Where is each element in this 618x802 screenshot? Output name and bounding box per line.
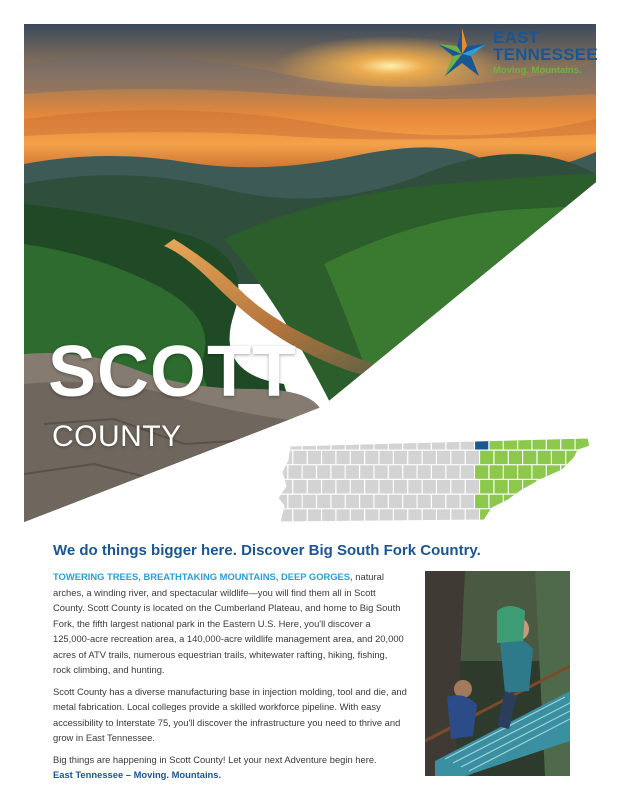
county-cell — [337, 451, 350, 465]
county-cell — [279, 451, 292, 465]
county-cell — [561, 465, 574, 479]
county-cell — [351, 451, 364, 465]
county-cell — [317, 465, 330, 479]
county-cell — [308, 509, 321, 523]
logo-line-east: EAST — [493, 28, 540, 47]
county-cell — [317, 436, 330, 450]
county-cell — [375, 436, 388, 450]
county-cell — [332, 465, 345, 479]
county-cell — [581, 451, 594, 465]
paragraph-3 — [53, 752, 407, 783]
county-cell — [375, 495, 388, 509]
county-cell — [495, 509, 508, 523]
county-cell — [552, 509, 565, 523]
county-cell — [451, 451, 464, 465]
county-cell — [380, 451, 393, 465]
county-cell — [581, 480, 594, 494]
county-cell — [538, 480, 551, 494]
county-cell — [461, 465, 474, 479]
county-cell — [394, 480, 407, 494]
county-cell — [480, 451, 493, 465]
county-cell — [322, 509, 335, 523]
county-cell — [566, 509, 579, 523]
county-cell — [346, 465, 359, 479]
logo-line-tennessee: TENNESSEE — [493, 45, 598, 64]
county-cell — [375, 465, 388, 479]
logo-brand-text — [493, 29, 598, 63]
county-cell — [337, 480, 350, 494]
county-cell — [475, 436, 488, 450]
county-title: SCOTT — [48, 332, 297, 412]
county-cell — [561, 495, 574, 509]
county-cell — [437, 480, 450, 494]
county-cell — [461, 495, 474, 509]
county-cell — [423, 480, 436, 494]
county-cell — [504, 465, 517, 479]
county-cell — [509, 451, 522, 465]
county-cell — [432, 495, 445, 509]
county-cell — [432, 465, 445, 479]
county-cell — [293, 451, 306, 465]
county-cell — [566, 480, 579, 494]
county-cell — [533, 465, 546, 479]
county-cell — [495, 480, 508, 494]
county-cell — [389, 465, 402, 479]
county-cell — [360, 495, 373, 509]
county-cell — [394, 451, 407, 465]
county-cell — [547, 436, 560, 450]
county-cell — [288, 436, 301, 450]
paragraph-1-text: natural arches, a winding river, and spectacular wildlife—you will find them all in Scott County. Scott County is located on the Cumberland Plateau, and home to Big South Fork, the fifth largest national park in the Eastern U.S. Here, you'll discover a 125,000-acre recreation area, a 140,000-acre wildlife management area, and 20,000 acres of ATV trails, numerous equestrian trails, whitewater rafting, hiking, fishing, rock climbing, and hunting. — [53, 571, 404, 675]
county-cell — [451, 480, 464, 494]
county-cell — [308, 451, 321, 465]
county-cell — [576, 495, 589, 509]
county-cell — [380, 480, 393, 494]
county-cell — [547, 495, 560, 509]
county-cell — [576, 465, 589, 479]
county-cell — [490, 465, 503, 479]
county-cell — [461, 436, 474, 450]
county-cell — [523, 509, 536, 523]
county-cell — [308, 480, 321, 494]
county-cell — [552, 451, 565, 465]
county-cell — [495, 451, 508, 465]
tennessee-county-map — [278, 436, 594, 524]
county-subtitle: COUNTY — [52, 420, 182, 453]
county-cell — [346, 495, 359, 509]
county-cell — [518, 465, 531, 479]
county-cell — [437, 451, 450, 465]
county-cell — [360, 436, 373, 450]
county-cell — [365, 480, 378, 494]
county-cell — [332, 495, 345, 509]
county-cell — [408, 451, 421, 465]
county-cell — [518, 436, 531, 450]
county-cell — [552, 480, 565, 494]
county-cell — [446, 465, 459, 479]
county-cell — [278, 465, 287, 479]
county-cell — [475, 495, 488, 509]
county-cell — [432, 436, 445, 450]
county-cell — [423, 451, 436, 465]
county-cell — [288, 495, 301, 509]
county-cell — [303, 495, 316, 509]
county-cell — [533, 436, 546, 450]
county-cell — [523, 451, 536, 465]
county-cell — [293, 480, 306, 494]
county-cell — [322, 480, 335, 494]
county-cell — [408, 480, 421, 494]
county-cell — [389, 495, 402, 509]
county-cell — [303, 465, 316, 479]
county-cell — [278, 436, 287, 450]
county-cell — [403, 465, 416, 479]
county-cell — [509, 509, 522, 523]
county-cell — [533, 495, 546, 509]
paragraph-1 — [53, 569, 407, 678]
county-cell — [288, 465, 301, 479]
county-cell — [346, 436, 359, 450]
closing-tagline: East Tennessee – Moving. Mountains. — [53, 769, 222, 780]
county-cell — [518, 495, 531, 509]
county-cell — [403, 495, 416, 509]
county-cell — [322, 451, 335, 465]
county-cell — [466, 451, 479, 465]
paragraph-2: Scott County has a diverse manufacturing base in injection molding, tool and die, and metal fabrication. Local colleges provide a skilled workforce pipeline. With easy accessibility to Interstate 75, you'll discover the infrastructure you need to thrive and grow in East Tennessee. — [53, 685, 407, 743]
county-cell — [538, 451, 551, 465]
county-cell — [523, 480, 536, 494]
article-body — [53, 569, 407, 789]
star-logo-icon — [434, 26, 490, 82]
county-cell — [317, 495, 330, 509]
county-cell — [446, 436, 459, 450]
county-cell — [303, 436, 316, 450]
county-cell — [337, 509, 350, 523]
east-tennessee-logo — [434, 26, 604, 82]
county-cell — [480, 480, 493, 494]
article-headline: We do things bigger here. Discover Big South Fork Country. — [53, 542, 481, 559]
county-cell — [446, 495, 459, 509]
lead-phrase: TOWERING TREES, BREATHTAKING MOUNTAINS, DEEP GORGES, — [53, 571, 353, 582]
logo-tagline: Moving. Mountains. — [493, 65, 582, 76]
county-cell — [490, 436, 503, 450]
county-cell — [466, 480, 479, 494]
county-cell — [566, 451, 579, 465]
county-cell — [360, 465, 373, 479]
county-cell — [332, 436, 345, 450]
county-cell — [504, 436, 517, 450]
paragraph-3-text: Big things are happening in Scott County! Let your next Adventure begin here. — [53, 753, 377, 765]
county-cell — [475, 465, 488, 479]
county-cell — [351, 480, 364, 494]
county-cell — [466, 509, 479, 523]
county-cell — [418, 495, 431, 509]
county-cell — [293, 509, 306, 523]
county-cell — [538, 509, 551, 523]
county-cell — [365, 451, 378, 465]
county-cell — [581, 509, 594, 523]
hikers-stairs-photo — [425, 571, 570, 776]
county-cell — [418, 465, 431, 479]
